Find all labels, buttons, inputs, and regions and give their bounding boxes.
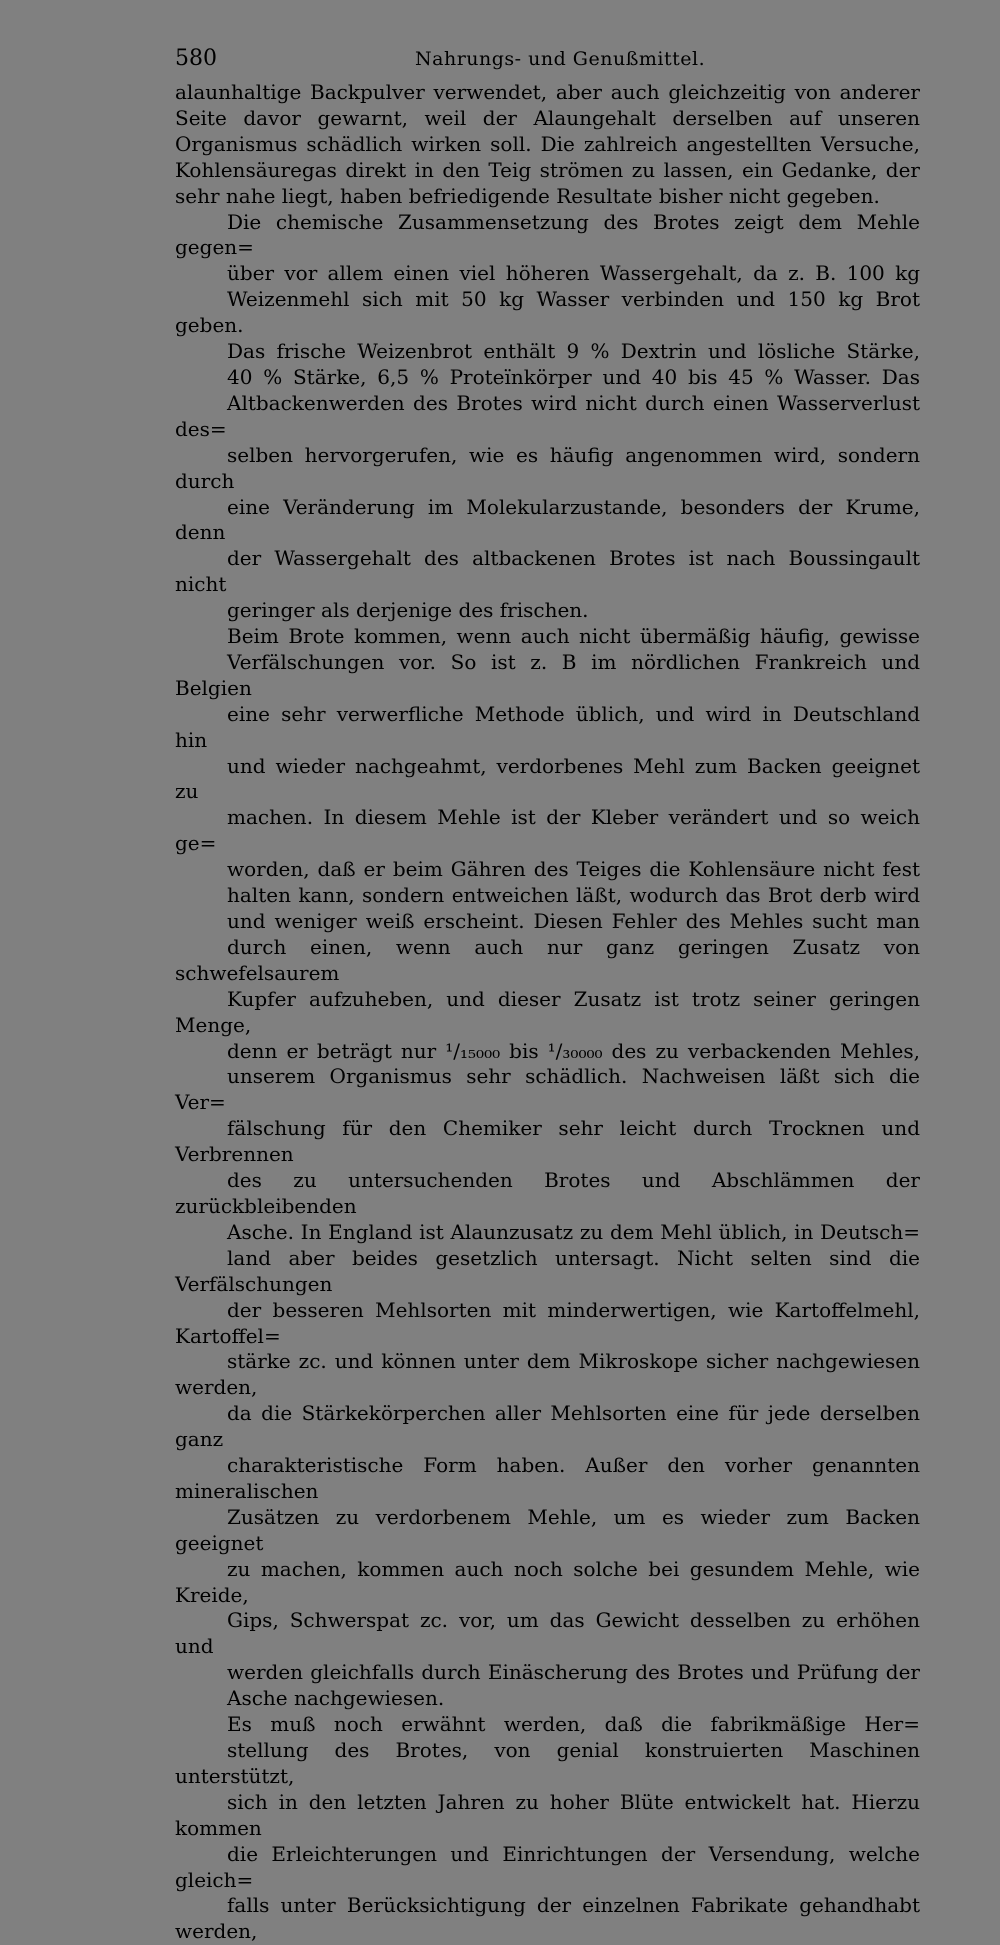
book-page (175, 44, 920, 1945)
text-line: Weizenmehl sich mit 50 kg Wasser verbinden und 150 kg Brot geben. (175, 287, 920, 338)
text-line: selben hervorgerufen, wie es häufig angenommen wird, sondern durch (175, 442, 920, 493)
text-line: eine sehr verwerfliche Methode üblich, und wird in Deutschland hin (175, 701, 920, 752)
text-line: fälschung für den Chemiker sehr leicht durch Trocknen und Verbrennen (175, 1116, 920, 1167)
text-line: Gips, Schwerspat zc. vor, um das Gewicht desselben zu erhöhen und (175, 1608, 920, 1659)
text-line: alaunhaltige Backpulver verwendet, aber auch gleichzeitig von anderer (175, 80, 920, 104)
text-line: Zusätzen zu verdorbenem Mehle, um es wieder zum Backen geeignet (175, 1504, 920, 1555)
text-line: der Wassergehalt des altbackenen Brotes ist nach Boussingault nicht (175, 546, 920, 597)
text-line: stärke zc. und können unter dem Mikroskope sicher nachgewiesen werden, (175, 1349, 920, 1400)
text-line: und weniger weiß erscheint. Diesen Fehler des Mehles sucht man (227, 909, 920, 933)
text-line: Organismus schädlich wirken soll. Die zahlreich angestellten Versuche, (175, 131, 920, 156)
text-line: land aber beides gesetzlich untersagt. Nicht selten sind die Verfälschungen (175, 1245, 920, 1296)
text-line: Seite davor gewarnt, weil der Alaungehalt derselben auf unseren (175, 105, 920, 130)
text-line: Das frische Weizenbrot enthält 9 % Dextrin und lösliche Stärke, (227, 339, 920, 364)
text-line: Asche. In England ist Alaunzusatz zu dem Mehl üblich, in Deutsch= (227, 1219, 920, 1244)
text-line: die Erleichterungen und Einrichtungen der Versendung, welche gleich= (175, 1841, 920, 1892)
page-header (175, 44, 920, 80)
text-line: Altbackenwerden des Brotes wird nicht durch einen Wasserverlust des= (175, 390, 920, 441)
text-line: Verfälschungen vor. So ist z. B im nördlichen Frankreich und Belgien (175, 649, 920, 700)
text-line: durch einen, wenn auch nur ganz geringen Zusatz von schwefelsaurem (175, 934, 920, 985)
text-line: sehr nahe liegt, haben befriedigende Resultate bisher nicht gegeben. (175, 183, 880, 208)
paragraph (175, 624, 920, 1712)
text-line: zu machen, kommen auch noch solche bei gesundem Mehle, wie Kreide, (175, 1556, 920, 1607)
text-line: unserem Organismus sehr schädlich. Nachweisen läßt sich die Ver= (175, 1064, 920, 1115)
text-line: machen. In diesem Mehle ist der Kleber verändert und so weich ge= (175, 805, 920, 856)
text-line: Die chemische Zusammensetzung des Brotes zeigt dem Mehle gegen= (175, 209, 920, 260)
text-line: halten kann, sondern entweichen läßt, wodurch das Brot derb wird (227, 883, 920, 908)
text-line: stellung des Brotes, von genial konstruierten Maschinen unterstützt, (175, 1738, 920, 1788)
text-line: der besseren Mehlsorten mit minderwertigen, wie Kartoffelmehl, Kartoffel= (175, 1297, 920, 1348)
running-head: Nahrungs- und Genußmittel. (415, 48, 706, 70)
text-line: Kupfer aufzuheben, und dieser Zusatz ist trotz seiner geringen Menge, (175, 986, 920, 1037)
text-line: charakteristische Form haben. Außer den vorher genannten mineralischen (175, 1453, 920, 1503)
text-line: Kohlensäuregas direkt in den Teig strömen zu lassen, ein Gedanke, der (175, 157, 920, 182)
text-line: 40 % Stärke, 6,5 % Proteïnkörper und 40 bis 45 % Wasser. Das (227, 364, 920, 389)
text-line: Es muß noch erwähnt werden, daß die fabrikmäßige Her= (227, 1712, 920, 1737)
text-line: und wieder nachgeahmt, verdorbenes Mehl zum Backen geeignet zu (175, 753, 920, 804)
text-line: sich in den letzten Jahren zu hoher Blüte entwickelt hat. Hierzu kommen (175, 1789, 920, 1840)
text-line: worden, daß er beim Gähren des Teiges die Kohlensäure nicht fest (227, 857, 920, 882)
text-line: da die Stärkekörperchen aller Mehlsorten eine für jede derselben ganz (175, 1401, 920, 1452)
paragraph (175, 210, 920, 625)
paragraph (175, 80, 920, 210)
text-line: werden gleichfalls durch Einäscherung des Brotes und Prüfung der (227, 1660, 920, 1685)
text-line: denn er beträgt nur ¹/₁₅₀₀₀ bis ¹/₃₀₀₀₀ des zu verbackenden Mehles, (227, 1038, 920, 1063)
text-line: Asche nachgewiesen. (227, 1686, 445, 1711)
paragraph (175, 1712, 920, 1945)
page-number: 580 (175, 46, 217, 71)
text-line: Beim Brote kommen, wenn auch nicht übermäßig häufig, gewisse (227, 624, 920, 649)
text-line: eine Veränderung im Molekularzustande, besonders der Krume, denn (175, 494, 920, 545)
text-line: über vor allem einen viel höheren Wassergehalt, da z. B. 100 kg (227, 261, 920, 286)
body-text (175, 80, 920, 1945)
text-line: falls unter Berücksichtigung der einzelnen Fabrikate gehandhabt werden, (175, 1893, 920, 1944)
text-line: des zu untersuchenden Brotes und Abschlämmen der zurückbleibenden (175, 1168, 920, 1218)
text-line: geringer als derjenige des frischen. (227, 598, 589, 623)
